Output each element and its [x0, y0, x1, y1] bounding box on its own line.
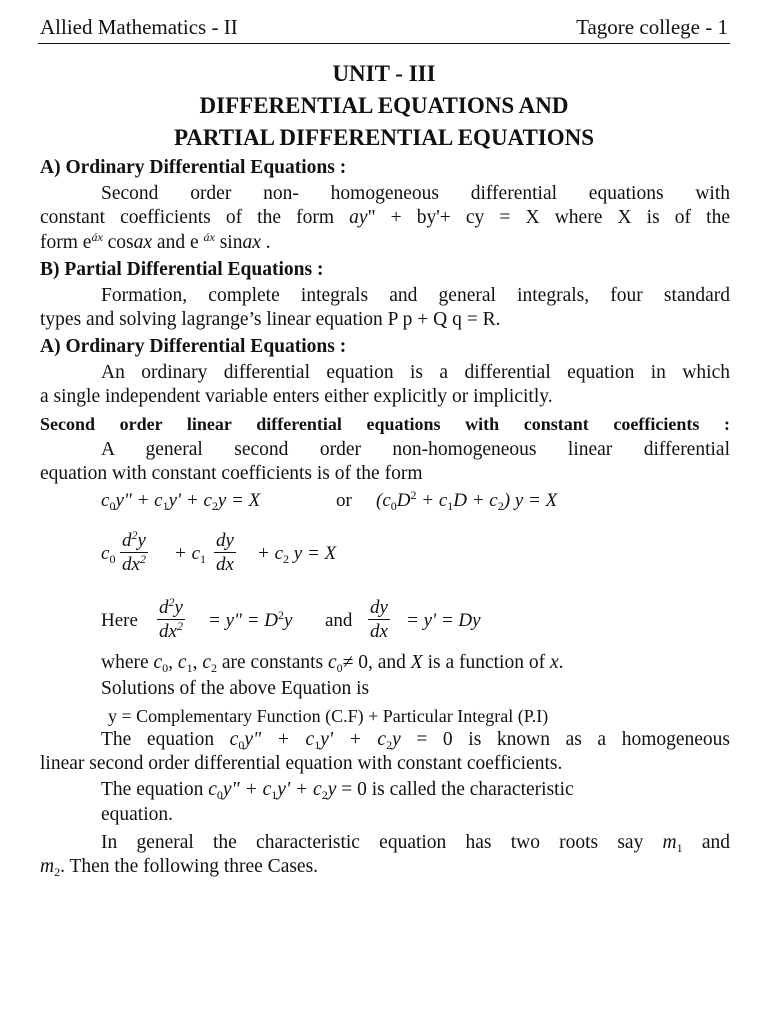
- eq3-middle: = y" = $D^2y$: [208, 608, 293, 631]
- equation-or: or: [336, 490, 352, 511]
- section-a2-line-1: An ordinary differential equation is a differential equation in which: [101, 362, 730, 383]
- chapter-title-line-2: PARTIAL DIFFERENTIAL EQUATIONS: [173, 125, 595, 150]
- unit-title: UNIT - III: [332, 61, 436, 86]
- eq3-fraction-d2y-dx2: $d^2y$ $dx^2$: [159, 595, 183, 642]
- header-right: Tagore college - 1: [576, 15, 728, 39]
- section-a-line-3: form $e^{áx}$ cosax and e $^{áx}$ sinax .: [40, 230, 271, 253]
- characteristic-line-2: equation.: [101, 804, 174, 825]
- general-line-2: $m_2$. Then the following three Cases.: [40, 856, 319, 879]
- eq3-fraction-dy-dx: dy dx: [370, 597, 388, 642]
- eq2-c0: $c_0$: [101, 543, 116, 566]
- eq2-fraction-d2y-dx2: $d^2y$ $dx^2$: [122, 528, 146, 575]
- general-line-1: In general the characteristic equation has two roots say $m_1$ and: [101, 832, 730, 855]
- section-a2-line-2: a single independent variable enters either explicitly or implicitly.: [40, 386, 553, 407]
- chapter-title-line-1: DIFFERENTIAL EQUATIONS AND: [199, 93, 569, 118]
- eq2-fraction-dy-dx: dy dx: [216, 530, 234, 575]
- eq2-plus-c1: + $c_1$: [174, 543, 207, 566]
- section-a2-heading: A) Ordinary Differential Equations :: [40, 336, 347, 357]
- cf-pi-line: y = Complementary Function (C.F) + Particular Integral (P.I): [108, 706, 549, 726]
- section-b-line-2: types and solving lagrange’s linear equation P p + Q q = R.: [40, 309, 501, 330]
- section-a-heading: A) Ordinary Differential Equations :: [40, 157, 347, 178]
- section-a-line-1: Second order non- homogeneous differential equations with: [101, 183, 730, 204]
- header-rule: [38, 43, 730, 44]
- eq3-and: and: [325, 610, 353, 631]
- section-a-line-2: constant coefficients of the form ay" + by'+ cy = X where X is of the: [40, 207, 730, 228]
- where-line: where $c_0$, $c_1$, $c_2$ are constants $c_0\ne 0$, and X is a function of x.: [101, 652, 564, 675]
- solutions-line: Solutions of the above Equation is: [101, 678, 370, 699]
- eq3-here: Here: [101, 610, 138, 631]
- section-b-line-1: Formation, complete integrals and general integrals, four standard: [101, 285, 730, 306]
- homogeneous-line-2: linear second order differential equation with constant coefficients.: [40, 753, 563, 774]
- header-left: Allied Mathematics - II: [40, 15, 238, 39]
- eq3-end: = y' = Dy: [406, 610, 481, 631]
- section-b-heading: B) Partial Differential Equations :: [40, 259, 324, 280]
- characteristic-line-1: The equation $c_0y$" + $c_1y' + c_2y = 0$ is called the characteristic: [101, 779, 574, 802]
- equation-general-form: $c_0y$" + $c_1y' + c_2y = X$: [101, 490, 261, 513]
- second-order-heading: Second order linear differential equations with constant coefficients :: [40, 414, 730, 434]
- homogeneous-line-1: The equation $c_0y$" + $c_1y' + c_2y = 0$ is known as a homogeneous: [101, 729, 731, 752]
- eq2-rest: + $c_2$ y = X: [257, 543, 337, 566]
- equation-operator-form: $(c_0D^2 + c_1D + c_2) y = X$: [376, 488, 558, 513]
- second-order-line-1: A general second order non-homogeneous linear differential: [101, 439, 730, 460]
- second-order-line-2: equation with constant coefficients is of the form: [40, 463, 423, 484]
